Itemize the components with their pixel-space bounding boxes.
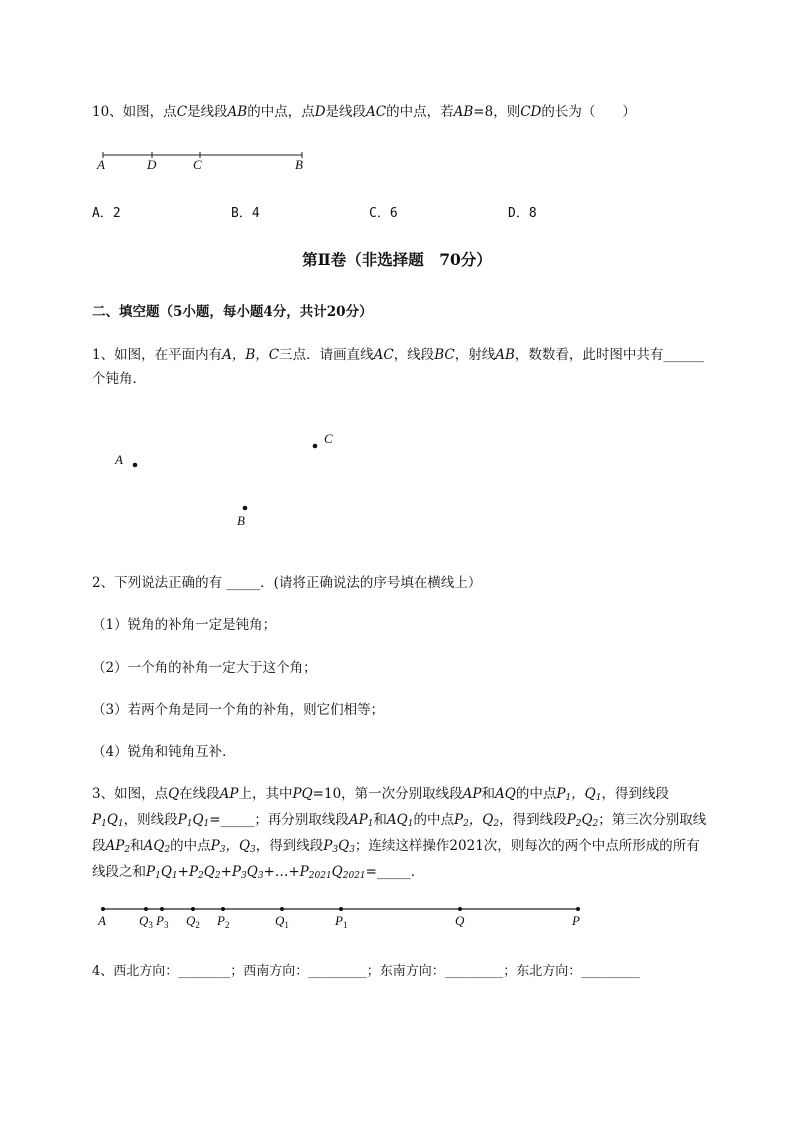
- fig3-label-p2: $P_2$: [217, 913, 230, 930]
- option-a[interactable]: A．2: [92, 206, 121, 221]
- q3-line1: 3、如图，点Q在线段AP上，其中PQ=10，第一次分别取线段AP和AQ的中点$P_1$，$Q_1$，得到线段: [92, 786, 669, 803]
- fig3-label-p3: $P_3$: [156, 913, 169, 930]
- q3-line2: [92, 808, 706, 829]
- point-label-a: A: [115, 452, 123, 467]
- q10-text: 的长为（ ）: [541, 104, 636, 120]
- q10-text: 的中点，点: [247, 104, 315, 120]
- q1-text: 1、如图，在平面内有: [92, 347, 223, 363]
- fig3-label-a: A: [98, 913, 106, 928]
- var-abc: A，B，C: [222, 347, 280, 363]
- fig-label-b: B: [295, 157, 303, 172]
- seg-aq2: $AQ_2$: [143, 838, 171, 855]
- section2-heading: 二、填空题（5小题，每小题4分，共计20分）: [92, 304, 373, 320]
- seg-p2q2: $P_2Q_2$: [566, 812, 599, 829]
- fig3-label-q1: $Q_1$: [275, 913, 289, 930]
- q3-text: 的中点: [413, 812, 454, 828]
- var-ab: AB: [495, 347, 515, 363]
- q1-text: ，线段: [393, 347, 435, 363]
- seg-ap2: $AP_2$: [105, 838, 131, 855]
- fig3-label-q3: $Q_3$: [139, 913, 153, 930]
- q3-text: 段: [92, 838, 106, 854]
- var-ab: AB: [453, 104, 474, 120]
- option-c[interactable]: C．6: [369, 206, 398, 221]
- q10-segment-figure: [0, 145, 794, 175]
- q3-text: 和: [481, 786, 496, 802]
- q1-line2: 个钝角．: [92, 371, 146, 387]
- fig-label-a: A: [97, 157, 105, 172]
- option-b[interactable]: B．4: [231, 206, 260, 221]
- q1-text: ，数数看，此时图中共有______: [514, 347, 704, 363]
- q3-text: 的中点: [170, 838, 211, 854]
- var-ab: AB: [227, 104, 248, 120]
- seg-sum: $P_1Q_1+P_2Q_2+P_3Q_3+\dots+P_{2021}Q_{2021}$: [146, 864, 366, 881]
- seg-p3q3: $P_3Q_3$: [323, 838, 355, 855]
- q3-text: =_____；再分别取线段: [209, 812, 349, 828]
- q2-stem: 2、下列说法正确的有 _____．(请将正确说法的序号填在横线上）: [92, 575, 482, 591]
- seg-p1q1: $P_1Q_1$: [92, 812, 124, 829]
- seg-ap1: $AP_1$: [348, 812, 374, 829]
- q10-text: 的中点，若: [386, 104, 454, 120]
- seg-aq1: $AQ_1$: [386, 812, 414, 829]
- q3-text: 3、如图，点: [92, 786, 169, 802]
- q3-line4: [92, 860, 424, 881]
- q3-text: 和: [130, 838, 144, 854]
- q3-text: ，得到线段: [499, 812, 567, 828]
- part2-title: 第Ⅱ卷（非选择题 70分）: [302, 250, 492, 269]
- q10-text: 是线段: [187, 104, 228, 120]
- q1-points-figure: [0, 425, 794, 535]
- var-q: Q: [168, 786, 180, 802]
- q10-stem: [92, 100, 636, 120]
- var-ac: AC: [373, 347, 394, 363]
- q3-text: ；第三次分别取线: [598, 812, 707, 828]
- q3-text: ；连续这样操作2021次，则每次的两个中点所形成的所有: [354, 838, 700, 854]
- q2-item-3: （3）若两个角是同一个角的补角，则它们相等；: [92, 702, 385, 718]
- fig3-label-p1: $P_1$: [335, 913, 348, 930]
- var-ap: AP: [462, 786, 482, 802]
- q3-text: 在线段: [179, 786, 220, 802]
- fig3-label-q2: $Q_2$: [186, 913, 200, 930]
- fig3-label-q: Q: [455, 913, 465, 928]
- q1-line1: [92, 343, 704, 363]
- q1-text: ，射线: [454, 347, 496, 363]
- var-p1-q1: $P_1$，$Q_1$: [556, 786, 602, 803]
- q3-text: 和: [373, 812, 387, 828]
- q3-text: =10，第一次分别取线段: [312, 786, 463, 802]
- fig3-label-p: P: [572, 913, 580, 928]
- q10-text: =8，则: [473, 104, 521, 120]
- option-d[interactable]: D．8: [508, 206, 537, 221]
- q3-segment-figure: [0, 900, 794, 940]
- var-pq: PQ: [292, 786, 313, 802]
- q10-num: 10、如图，点: [92, 104, 177, 120]
- fig-label-c: C: [193, 157, 202, 172]
- var-p3-q3: $P_3$，$Q_3$: [210, 838, 256, 855]
- q3-text: =_____．: [365, 864, 425, 880]
- var-bc: BC: [434, 347, 455, 363]
- var-ac: AC: [366, 104, 387, 120]
- q2-item-2: （2）一个角的补角一定大于这个角；: [92, 660, 317, 676]
- point-label-c: C: [324, 431, 333, 446]
- q2-item-4: （4）锐角和钝角互补．: [92, 744, 236, 760]
- point-label-b: B: [237, 513, 245, 528]
- var-ap: AP: [219, 786, 239, 802]
- var-aq: AQ: [495, 786, 516, 802]
- q3-text: ，得到线段: [255, 838, 324, 854]
- q3-text: 线段之和: [92, 864, 146, 880]
- q3-text: 的中点: [515, 786, 557, 802]
- q2-item-1: （1）锐角的补角一定是钝角；: [92, 617, 277, 633]
- var-cd: CD: [520, 104, 542, 120]
- var-d: D: [314, 104, 326, 120]
- fig-label-d: D: [147, 157, 157, 172]
- var-c: C: [176, 104, 188, 120]
- q4-stem: 4、西北方向：________；西南方向：_________；东南方向：_________；东北方向：_________: [92, 964, 640, 979]
- q10-text: 是线段: [325, 104, 367, 120]
- q3-text: ，则线段: [123, 812, 178, 828]
- q3-text: 上，其中: [238, 786, 293, 802]
- seg-p1q1: $P_1Q_1$: [177, 812, 210, 829]
- var-p2-q2: $P_2$，$Q_2$: [453, 812, 500, 829]
- q3-line3: [92, 834, 700, 855]
- q1-text: 三点．请画直线: [279, 347, 374, 363]
